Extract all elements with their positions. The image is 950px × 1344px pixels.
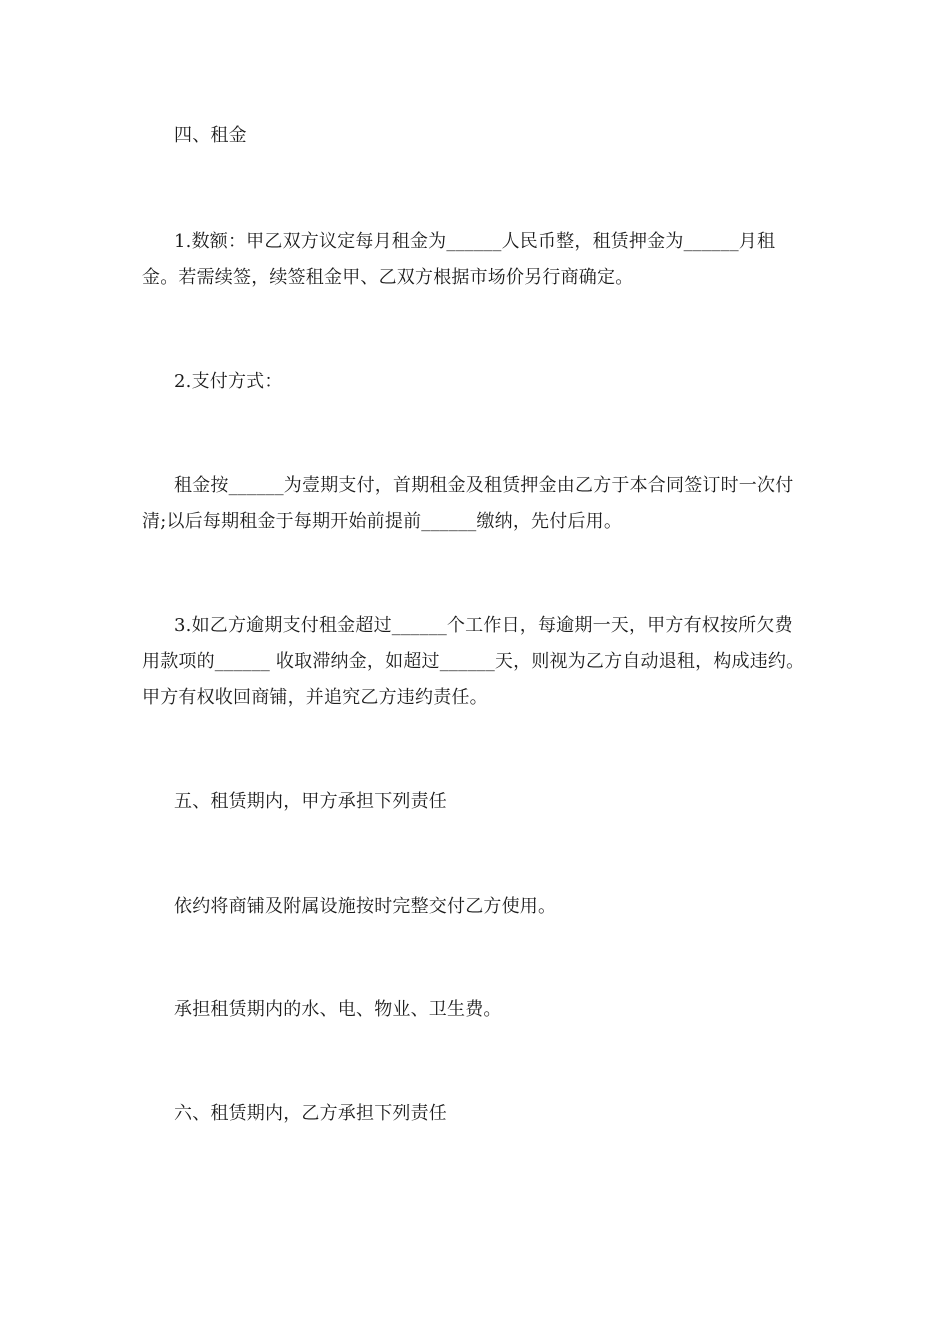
- party-a-duty-fees: 承担租赁期内的水、电、物业、卫生费。: [174, 999, 502, 1020]
- party-a-duty-delivery: 依约将商铺及附属设施按时完整交付乙方使用。: [174, 896, 557, 917]
- clause-rent-amount: 1.数额：甲乙双方议定每月租金为______人民币整，租赁押金为______月租金。若需续签，续签租金甲、乙双方根据市场价另行商确定。: [142, 231, 776, 288]
- section-heading-party-b-duties: 六、租赁期内，乙方承担下列责任: [174, 1103, 447, 1124]
- section-heading-party-a-duties: 五、租赁期内，甲方承担下列责任: [174, 791, 447, 812]
- clause-late-payment: 3.如乙方逾期支付租金超过______个工作日，每逾期一天，甲方有权按所欠费用款项的______ 收取滞纳金，如超过______天，则视为乙方自动退租，构成违约。甲方有权收回商铺，并追究乙方违约责任。: [142, 615, 805, 708]
- clause-payment-method-heading: 2.支付方式：: [174, 371, 283, 392]
- clause-payment-method-detail: 租金按______为壹期支付，首期租金及租赁押金由乙方于本合同签订时一次付清;以后每期租金于每期开始前提前______缴纳，先付后用。: [142, 475, 794, 532]
- section-heading-rent: 四、租金: [174, 125, 247, 146]
